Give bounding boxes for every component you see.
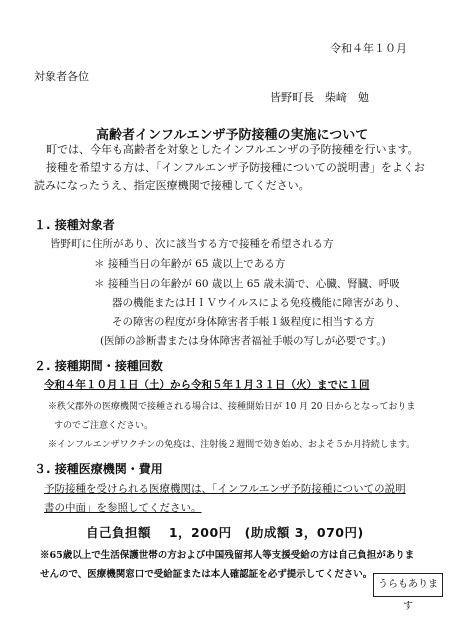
note-1-line-1: ※秩父郡外の医療機関で接種される場合は、接種開始日が 10 月 20 日からとなっておりま xyxy=(48,402,416,412)
eligibility-item-2-line-1: ＊ 接種当日の年齢が 60 歳以上 65 歳未満で、心臓、腎臓、呼吸 xyxy=(94,278,400,290)
section2-heading: ２. 接種期間・接種回数 xyxy=(34,359,163,373)
note-2: ※インフルエンザワクチンの免疫は、注射後２週間で効き始め、およそ５か月持続します。 xyxy=(48,440,416,450)
document-title: 高齢者インフルエンザ予防接種の実施について xyxy=(96,128,369,143)
section3-text-line-1: 予防接種を受けられる医療機関は、「インフルエンザ予防接種についての説明 xyxy=(44,483,406,495)
exemption-note-line-1: ※65歳以上で生活保護世帯の方および中国残留邦人等支援受給の方は自己負担がありま xyxy=(40,550,415,561)
section1-heading: １. 接種対象者 xyxy=(34,218,115,232)
copayment-amount: 自己負担額 1，200円 (助成額 3，070円) xyxy=(86,525,364,540)
back-side-notice: うらもあります xyxy=(373,573,443,597)
section3-heading: ３. 接種医療機関・費用 xyxy=(34,462,163,476)
eligibility-item-2-line-2: 器の機能またはＨＩＶウイルスによる免疫機能に障害があり、 xyxy=(112,297,406,309)
section1-lead: 皆野町に住所があり、次に該当する方で接種を希望される方 xyxy=(50,238,334,250)
sender: 皆野町長 柴﨑 勉 xyxy=(270,91,369,104)
addressee: 対象者各位 xyxy=(34,70,89,83)
intro-line-3: 読みになったうえ、指定医療機関で接種してください。 xyxy=(34,179,310,192)
section3-text-line-2: 書の中面」を参照してください。 xyxy=(44,502,202,514)
exemption-note-line-2: せんので、医療機関窓口で受給証または本人確認証を必ず提示してください。 xyxy=(40,569,373,580)
note-1-line-2: すのでご注意ください。 xyxy=(54,421,154,431)
intro-line-1: 町では、今年も高齢者を対象としたインフルエンザの予防接種を行います。 xyxy=(46,143,419,156)
intro-line-2: 接種を希望する方は、「インフルエンザ予防接種についての説明書」をよくお xyxy=(46,161,425,174)
document-date: 令和４年１０月 xyxy=(330,42,407,55)
eligibility-item-2-line-3: その障害の程度が身体障害者手帳１級程度に相当する方 xyxy=(112,316,375,328)
eligibility-item-2-line-4: (医師の診断書または身体障害者福祉手帳の写しが必要です。) xyxy=(100,335,386,347)
eligibility-item-1: ＊ 接種当日の年齢が 65 歳以上である方 xyxy=(94,258,286,270)
vaccination-period: 令和４年１０月１日（土）から令和５年１月３１日（火）までに１回 xyxy=(44,379,370,391)
